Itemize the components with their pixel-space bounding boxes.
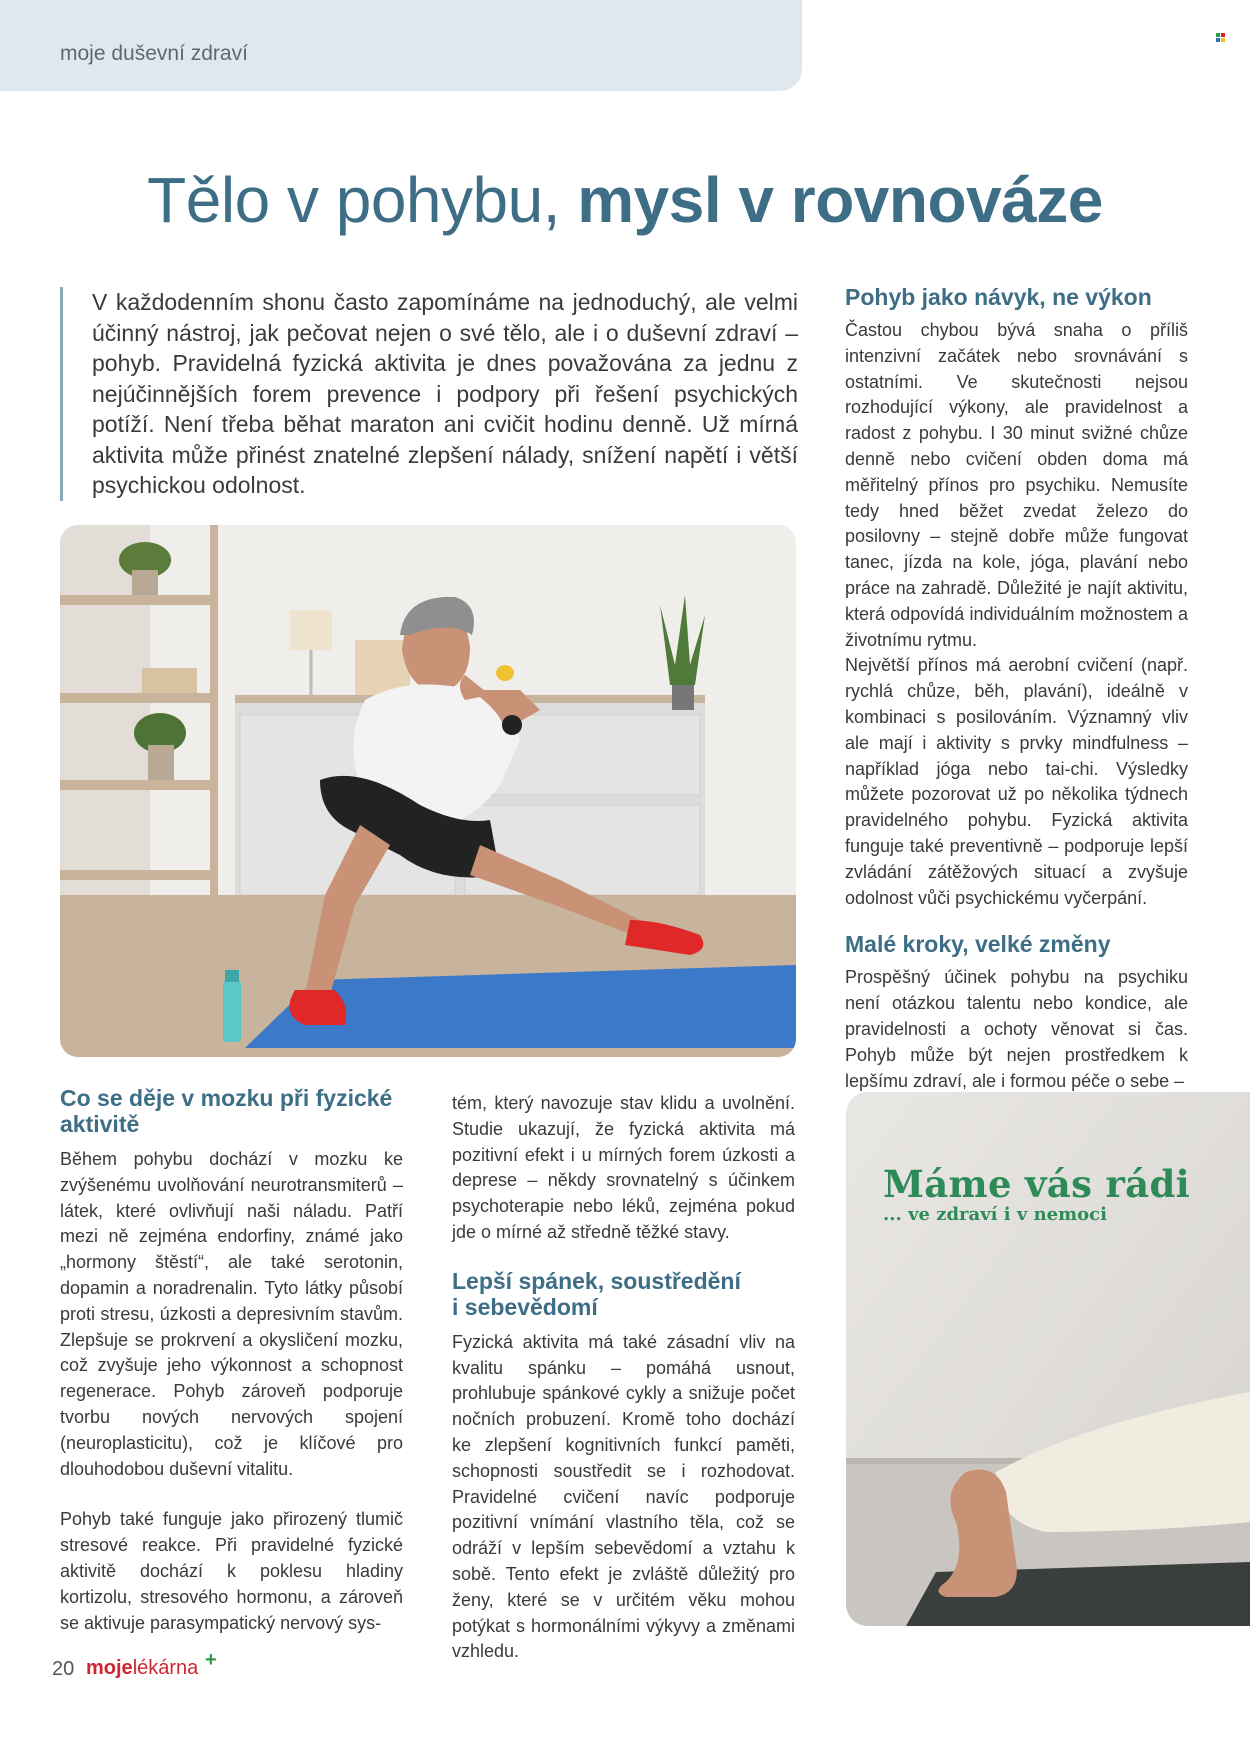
page-number: 20 [52,1658,75,1680]
color-mark-icon [1216,33,1225,42]
steps-paragraph-1: Prospěšný účinek pohybu na psychiku není otázkou talentu nebo kondice, ale pravidelnosti a ochoty věnovat si čas. Pohyb může být nejen prostředkem k lepšímu zdraví, ale i formou péče o sebe – [845,967,1188,1091]
sleep-paragraph-1: Fyzická aktivita má také zásadní vliv na kvalitu spánku – pomáhá usnout, prohlubuje spánkové cykly a snižuje počet nočních probuzení. Kromě toho dochází ke zlepšení kognitivních funkcí paměti, schopnosti soustředit se i rozhodovat. Pravidelné cvičení navíc podporuje pozitivní vnímání vlastního těla, což se odráží v lepším sebevědomí a vztahu k sobě. Tento efekt je zvláště důležitý pro ženy, které se v určitém věku mohou potýkat s hormonálními výkyvy a změnami vzhledu. [452,1331,795,1662]
lead-paragraph: V každodenním shonu často zapomínáme na jednoduchý, ale velmi účinný nástroj, jak pečovat nejen o své tělo, ale i o duševní zdraví – pohyb. Pravidelná fyzická aktivita je dnes považována za jednu z nejúčinnějších forem prevence i podpory při řešení psychických potíží. Není třeba běhat maraton ani cvičit hodinu denně. Už mírná aktivita může přinést znatelné zlepšení nálady, snížení napětí i větší psychickou odolnost. [60,287,798,501]
section-label: moje duševní zdraví [60,42,248,65]
habit-paragraph-1: Častou chybou bývá snaha o příliš intenzivní začátek nebo srovnávání s ostatními. Ve skutečnosti nejsou rozhodující výkony, ale pravidelnost a radost z pohybu. I 30 minut svižné chůze denně nebo cvičení obden doma má měřitelný přínos pro psychiku. Nemusíte tedy hned běžet zvedat železo do posilovny – stejně dobře může fungovat tanec, jízda na kole, jóga, plavání nebo práce na zahradě. Důležité je najít aktivitu, která odpovídá individuálním možnostem a životnímu rytmu. [845,320,1188,650]
column-middle [452,1091,795,1665]
brain-paragraph-1: Během pohybu dochází v mozku ke zvýšenému uvolňování neurotransmiterů – látek, které ovlivňují naši náladu. Patří mezi ně zejména endorfiny, známé jako „hormony štěstí“, ale také serotonin, dopamin a noradrenalin. Tyto látky působí proti stresu, úzkosti a depresivním stavům. Zlepšuje se prokrvení a okysličení mozku, což zvyšuje jeho výkonnost a schopnost regenerace. Pohyb zároveň podporuje tvorbu nových nervových spojení (neuroplasticitu), což je klíčové pro dlouhodobou duševní vitalitu. [60,1149,403,1479]
promo-title: Máme vás rádi [883,1162,1190,1206]
title-light: Tělo v pohybu, [147,164,578,236]
title-bold: mysl v rovnováze [577,164,1103,236]
plus-icon: + [205,1649,217,1671]
brand-logo [86,1657,198,1680]
exercise-photo [60,525,796,1057]
article-title [0,160,1250,240]
column-right [845,284,1188,1094]
heading-steps: Malé kroky, velké změny [845,931,1111,958]
promo-subtitle: ... ve zdraví i v nemoci [883,1204,1107,1225]
habit-paragraph-2: Největší přínos má aerobní cvičení (např. rychlá chůze, běh, plavání), ideálně v kombinaci s posilováním. Významný vliv ale mají i aktivity s prvky mindfulness – například jóga nebo tai-chi. Výsledky můžete pozorovat už po několika týdnech pravidelného pohybu. Fyzická aktivita funguje také preventivně – podporuje lepší zvládání zátěžových situací a zvyšuje odolnost vůči psychickému vyčerpání. [845,655,1188,908]
heading-brain: Co se děje v mozku při fyzické aktivitě [60,1085,393,1137]
brain-paragraph-3: tém, který navozuje stav klidu a uvolnění. Studie ukazují, že fyzická aktivita má pozitivní efekt i u mírných forem úzkosti a deprese – někdy srovnatelný s účinkem psychoterapie nebo léků, zejména pokud jde o mírné až středně těžké stavy. [452,1093,795,1242]
brand-regular: lékárna [132,1657,199,1679]
brain-paragraph-2: Pohyb také funguje jako přirozený tlumič stresové reakce. Při pravidelné fyzické aktivitě dochází k poklesu hladiny kortizolu, stresového hormonu, a zároveň se aktivuje parasympatický nervový sys- [60,1509,403,1633]
promo-banner [846,1092,1250,1626]
brand-bold: moje [86,1657,133,1679]
section-tab [0,0,802,91]
heading-sleep: Lepší spánek, soustředění i sebevědomí [452,1267,741,1320]
heading-habit: Pohyb jako návyk, ne výkon [845,284,1152,310]
column-left [60,1085,403,1636]
